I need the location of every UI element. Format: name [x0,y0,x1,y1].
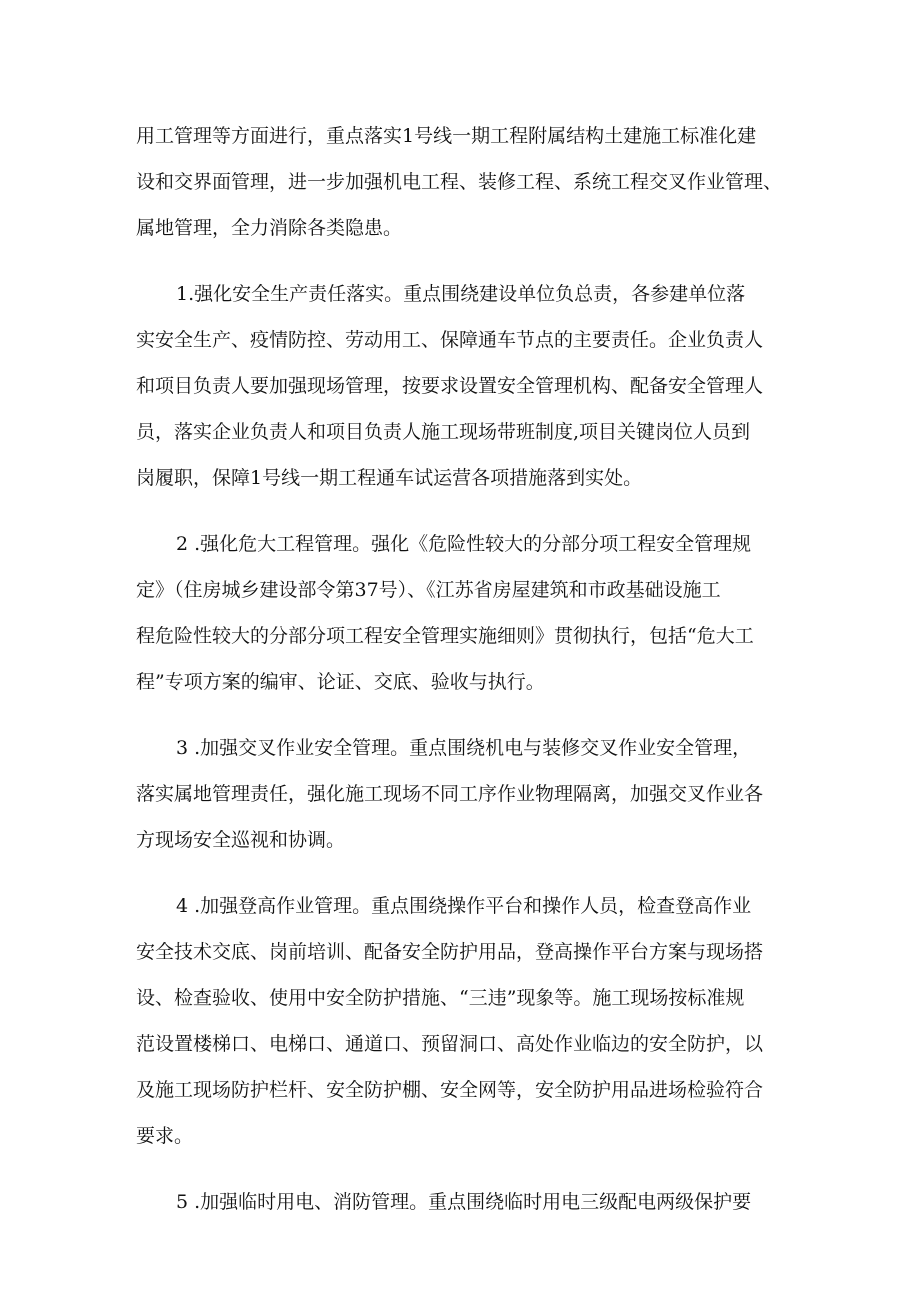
text-line: 程危险性较大的分部分项工程安全管理实施细则》贯彻执行，包括“危大工 [136,625,754,647]
text-line: 和项目负责人要加强现场管理，按要求设置安全管理机构、配备安全管理人 [136,375,764,397]
text-line: 设和交界面管理，进一步加强机电工程、装修工程、系统工程交叉作业管理、 [136,171,783,193]
paragraph-item-4 [136,883,816,1159]
text-line: 安全技术交底、岗前培训、配备安全防护用品，登高操作平台方案与现场搭 [136,941,764,963]
text-line: 实安全生产、疫情防控、劳动用工、保障通车节点的主要责任。企业负责人 [136,329,764,351]
text-line: 岗履职，保障1号线一期工程通车试运营各项措施落到实处。 [136,467,643,489]
paragraph-item-1 [136,271,816,501]
text-line: 员，落实企业负责人和项目负责人施工现场带班制度,项目关键岗位人员到 [136,421,751,443]
paragraph-intro [136,113,816,251]
document-body [136,113,816,1245]
text-line: 程”专项方案的编审、论证、交底、验收与执行。 [136,671,545,693]
text-line: 5 .加强临时用电、消防管理。重点围绕临时用电三级配电两级保护要 [176,1191,752,1213]
text-line: 要求。 [136,1125,194,1147]
text-line: 属地管理，全力消除各类隐患。 [136,217,403,239]
text-line: 范设置楼梯口、电梯口、通道口、预留洞口、高处作业临边的安全防护，以 [136,1033,764,1055]
paragraph-item-2 [136,521,816,705]
text-line: 定》（住房城乡建设部令第37号）、《江苏省房屋建筑和市政基础设施工 [136,579,721,601]
text-line: 4 .加强登高作业管理。重点围绕操作平台和操作人员，检查登高作业 [176,895,752,917]
text-line: 2 .强化危大工程管理。强化《危险性较大的分部分项工程安全管理规 [176,533,752,555]
text-line: 1.强化安全生产责任落实。重点围绕建设单位负总责，各参建单位落 [176,283,746,305]
text-line: 用工管理等方面进行，重点落实1号线一期工程附属结构土建施工标准化建 [136,125,757,147]
text-line: 及施工现场防护栏杆、安全防护棚、安全网等，安全防护用品进场检验符合 [136,1079,764,1101]
paragraph-item-3 [136,725,816,863]
text-line: 落实属地管理责任，强化施工现场不同工序作业物理隔离，加强交叉作业各 [136,783,764,805]
text-line: 方现场安全巡视和协调。 [136,829,346,851]
text-line: 设、检查验收、使用中安全防护措施、“三违”现象等。施工现场按标准规 [136,987,745,1009]
text-line: 3 .加强交叉作业安全管理。重点围绕机电与装修交叉作业安全管理， [176,737,752,759]
paragraph-item-5 [136,1179,816,1225]
